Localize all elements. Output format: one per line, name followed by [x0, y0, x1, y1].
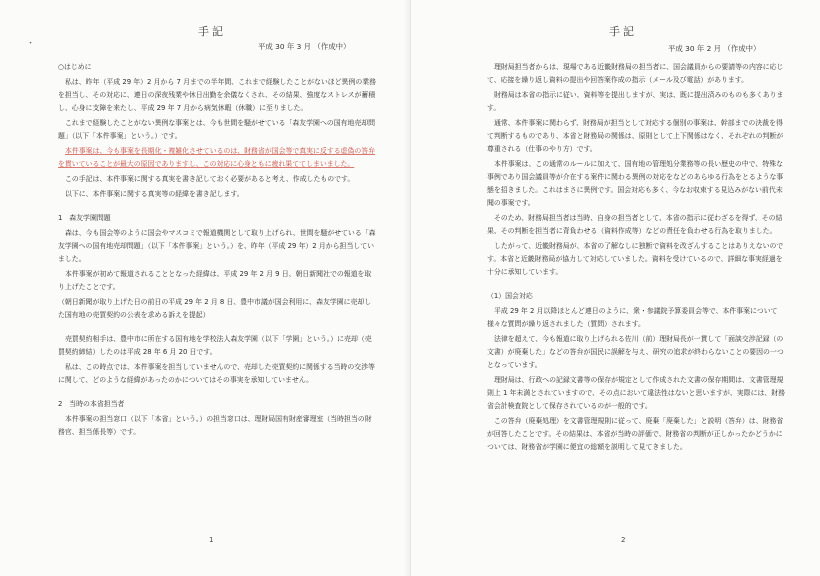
stray-mark: ・: [26, 39, 36, 49]
spacer: [487, 281, 787, 290]
spacer: [58, 324, 376, 333]
paragraph: これまで経験したことがない異例な事案とは、今も世間を騒がせている「森友学園への国有地売却問題」（以下「本件事案」という。）です。: [58, 119, 376, 140]
paragraph: 理財局担当者からは、現場である近畿財務局の担当者に、国会議員からの要請等の内容に応じて、応接を繰り返し資料の提出や回答案作成の指示（メール及び電話）があります。: [487, 63, 784, 84]
page-body: [487, 61, 787, 456]
spacer: [58, 389, 376, 398]
paragraph: 本件事案は、この通常のルールに加えて、国有地の管理処分業務等の長い歴史の中で、特殊な事例であり国会議員等が介在する案件に関わる異例の対応をなどのあらゆる行為をとるような事態を招きました。これはまさに異例です。国会対応も多く、今なお収束する見込みがない前代未聞の事案です。: [487, 160, 784, 207]
section-heading: 2 当時の本省担当者: [58, 400, 125, 408]
paragraph: 本件事案の担当窓口（以下「本省」という。）の担当窓口は、理財局国有財産審理室（当時担当の財務官、担当係長等）です。: [58, 415, 372, 436]
paragraph: 売買契約相手は、豊中市に所在する国有地を学校法人森友学園（以下「学園」という。）に売却（売買契約締結）したのは平成 28 年 6 月 20 日です。: [58, 335, 372, 356]
paragraph: 私は、昨年（平成 29 年）2 月から 7 月までの半年間、これまで経験したことがないほど異例の業務を担当し、その対応に、連日の深夜残業や休日出勤を余儀なくされ、その結果、強度なストレスが蓄積し、心身に支障を来たし、平成 29 年 7 月から病気休暇（休職）に至りました。: [58, 78, 376, 112]
highlighted-paragraph: 本件事案は、今も事案を長期化・複雑化させているのは、財務省が国会等で真実に反する虚偽の答弁を貫いていることが最大の原因でありますし、この対応に心身ともに疲れ果ててしまいました。: [58, 147, 376, 168]
paragraph: 森は、今も国会等のように国会やマスコミで報道機関として取り上げられ、世間を騒がせている「森友学園への国有地売却問題」（以下「本件事案」という。）を、昨年（平成 29 年）2 月から担当していました。: [58, 229, 376, 263]
section-heading: 1 森友学園問題: [58, 214, 111, 222]
paragraph: 理財局は、行政への記録文書等の保存が規定として作成された文書の保存期間は、文書管理規則上 1 年未満とされていますので、その点において違法性はないと思いますが、実際には、財務省会計検査院として保存されているのが一般的です。: [487, 376, 786, 410]
paragraph: この答弁（廃棄処理）を文書管理規則に従って、廃棄「廃棄した」と説明（答弁）は、財務省が回答したことです。その結果は、本省が当時の評価で、財務省の判断が正しかったかどうかについては、財務省が学園に便宜の総額を説明して見てきました。: [487, 417, 784, 451]
paragraph: 通常、本件事案に関わらず、財務局が担当として対応する個別の事案は、幹部までの決裁を得て判断するものであり、本省と財務局の関係は、原則として上下関係はなく、それぞれの判断が尊重される（仕事のやり方）です。: [487, 119, 784, 153]
page-2: [410, 0, 820, 576]
paragraph: そのため、財務局担当者は当時、自身の担当者として、本省の指示に従わざるを得ず、その結果、その判断を担当者に背負わせる（資料作成等）などの責任を負わせる行為を取りました。: [487, 214, 783, 235]
paragraph: 財務局は本省の指示に従い、資料等を提出しますが、実は、既に提出済みのものも多くあります。: [487, 91, 784, 112]
paragraph: 私は、この時点では、本件事案を担当していませんので、売却した売買契約に関係する当時の交渉等に関して、どのような経緯があったのかについてはその事実を承知していません。: [58, 363, 375, 384]
paragraph: 法律を超えて、今も報道に取り上げられる佐川（前）理財局長が一貫して「面談交渉記録（の文書）が廃棄した」などの答弁が国民に誤解を与え、研究の追求が終わらないことの要因の一つとなっています。: [487, 335, 784, 369]
page-body: [58, 61, 376, 441]
page-title: 手記: [609, 25, 637, 38]
paragraph: 以下に、本件事案に関する真実等の経緯を書き記します。: [65, 190, 244, 198]
page-number: 1: [209, 536, 214, 544]
paragraph: 平成 29 年 2 月以降ほとんど連日のように、衆・参議院予算委員会等で、本件事案について様々な質問が繰り返されました（質問）されます。: [487, 307, 778, 328]
paragraph: （朝日新聞が取り上げた日の前日の平成 29 年 2 月 8 日、豊中市議が国会利用に、森友学園に売却した国有地の売買契約の公表を求める訴えを提起）: [58, 298, 372, 319]
page-date: 平成 30 年 3 月 （作成中）: [258, 42, 351, 51]
page-title: 手記: [198, 25, 226, 38]
paragraph: したがって、近畿財務局が、本省の了解なしに独断で資料を改ざんすることはありえないのです。本省と近畿財務局が協力して対応していました。資料を受けているので、詳細な事実経過を十分に承知しています。: [487, 242, 784, 276]
page-number: 2: [621, 536, 626, 544]
section-heading: （1）国会対応: [487, 292, 533, 300]
page-date: 平成 30 年 2 月 （作成中）: [668, 44, 761, 53]
spacer: [58, 203, 376, 212]
paragraph: この手記は、本件事案に関する真実を書き記しておく必要があると考え、作成したものです。: [65, 175, 355, 183]
paragraph: 本件事案が初めて報道されることとなった経緯は、平成 29 年 2 月 9 日、朝日新聞社での報道を取り上げたことです。: [58, 270, 372, 291]
paragraph: ○はじめに: [58, 63, 92, 71]
